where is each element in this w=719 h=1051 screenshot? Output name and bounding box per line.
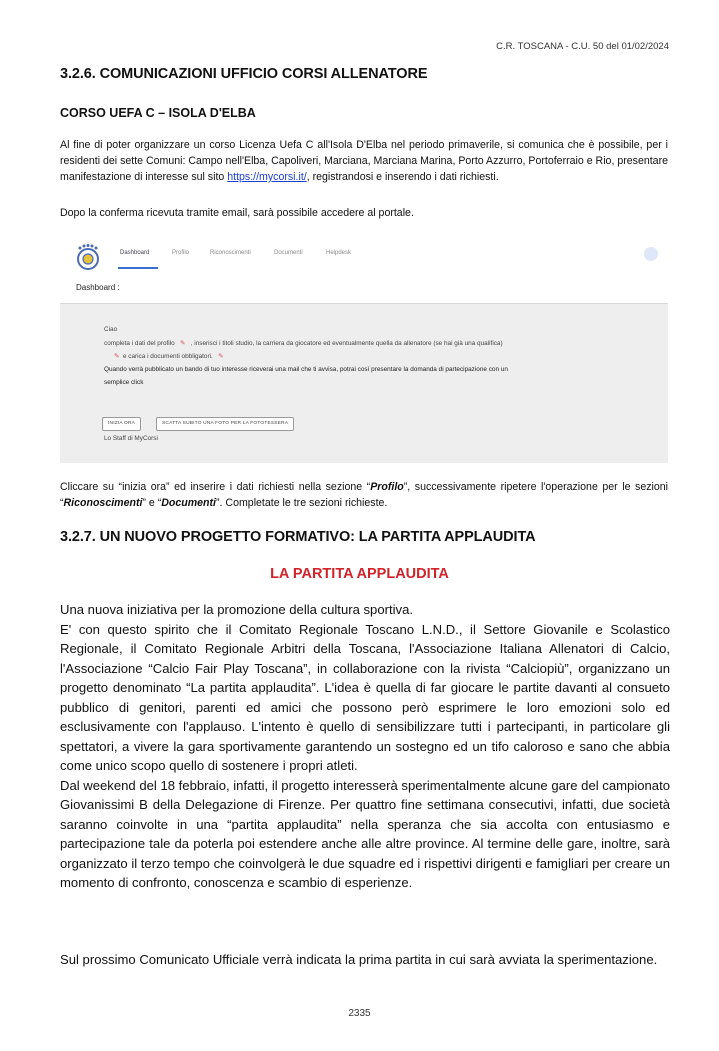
profile-instruction: completa i dati del profilo ✎ , inserisci i titoli studio, la carriera da giocatore ed eventualmente quella da allenatore (se hai già una qualifica) <box>104 340 503 347</box>
course-subtitle: CORSO UEFA C – ISOLA D'ELBA <box>60 106 256 120</box>
staff-signature: Lo Staff di MyCorsi <box>104 435 158 442</box>
course-paragraph: Al fine di poter organizzare un corso Licenza Uefa C all'Isola D'Elba nel periodo primaverile, si comunica che è possibile, per i residenti dei sette Comuni: Campo nell'Elba, Capoliveri, Marciana, Marciana Marina, Porto Azzurro, Portoferraio e Rio, presentare manifestazione di interesse sul sito https://mycorsi.it/, registrandosi e inserendo i dati richiesti. <box>60 139 668 183</box>
greeting-text: Ciao <box>104 326 118 333</box>
nav-riconoscimenti: Riconoscimenti <box>210 250 251 256</box>
riconoscimenti-emphasis: Riconoscimenti <box>63 497 143 509</box>
dashboard-bar <box>60 275 668 304</box>
portal-screenshot <box>60 235 668 463</box>
welcome-card <box>86 311 662 453</box>
pencil-icon: ✎ <box>218 353 224 360</box>
profilo-emphasis: Profilo <box>370 481 404 493</box>
mycorsi-logo-icon <box>74 243 102 271</box>
running-header: C.R. TOSCANA - C.U. 50 del 01/02/2024 <box>496 41 669 52</box>
section-title-3-2-7: 3.2.7. UN NUOVO PROGETTO FORMATIVO: LA PARTITA APPLAUDITA <box>60 529 536 545</box>
documents-instruction: ✎ e carica i documenti obbligatori. ✎ <box>114 353 224 360</box>
project-closing: Sul prossimo Comunicato Ufficiale verrà indicata la prima partita in cui sarà avviata la sperimentazione. <box>60 952 658 967</box>
mycorsi-link[interactable]: https://mycorsi.it/ <box>227 171 307 183</box>
nav-documenti: Documenti <box>274 250 303 256</box>
start-now-button: INIZIA ORA <box>102 417 141 431</box>
portal-navbar <box>60 235 668 275</box>
notice-text-line2: semplice click <box>104 379 144 386</box>
nav-helpdesk: Helpdesk <box>326 250 352 256</box>
page-number: 2335 <box>348 1008 371 1019</box>
portal-access-paragraph: Dopo la conferma ricevuta tramite email, sarà possibile accedere al portale. <box>60 207 414 219</box>
section-title-3-2-6: 3.2.6. COMUNICAZIONI UFFICIO CORSI ALLENATORE <box>60 66 428 82</box>
nav-active-indicator <box>118 267 158 269</box>
pencil-icon: ✎ <box>180 340 186 347</box>
take-photo-button: SCATTA SUBITO UNA FOTO PER LA FOTOTESSERA <box>156 417 294 431</box>
documenti-emphasis: Documenti <box>161 497 217 509</box>
notice-text-line1: Quando verrà pubblicato un bando di tuo interesse riceverai una mail che ti avvisa, potrai così presentare la domanda di partecipazione con un <box>104 366 508 373</box>
project-title: LA PARTITA APPLAUDITA <box>270 566 449 582</box>
nav-profilo: Profilo <box>172 250 190 256</box>
instructions-paragraph: Cliccare su “inizia ora” ed inserire i dati richiesti nella sezione “Profilo”, successivamente ripetere l'operazione per le sezioni “Riconoscimenti” e “Documenti”. Completate le tre sezioni richieste. <box>60 481 668 509</box>
pencil-icon: ✎ <box>114 353 120 360</box>
project-body: Una nuova iniziativa per la promozione della cultura sportiva. E' con questo spirito che il Comitato Regionale Toscano L.N.D., il Settore Giovanile e Scolastico Regionale, il Comitato Regionale Arbitri della Toscana, l'Associazione Italiana Allenatori di Calcio, l'Associazione “Calcio Fair Play Toscana”, in collaborazione con la rivista “Calciopiù”, organizzano un progetto denominato “La partita applaudita”. L'idea è quella di far giocare le partite davanti al consueto pubblico di genitori, parenti ed amici che possono però esprimere le loro emozioni solo ed esclusivamente con l'applauso. L'intento è quello di sensibilizzare tutti i partecipanti, in particolare gli spettatori, a vivere la gara sportivamente garantendo un sostegno ed un tifo caloroso e sano che abbia come unico scopo quello di sostenere i propri atleti. Dal weekend del 18 febbraio, infatti, il progetto interesserà sperimentalmente alcune gare del campionato Giovanissimi B della Delegazione di Firenze. Per quattro fine settimana consecutivi, infatti, due società saranno coinvolte in una “partita applaudita” nella speranza che sia accolta con entusiasmo e partecipazione tale da poterla poi estendere anche alle altre province. Al termine delle gare, inoltre, sarà organizzato il terzo tempo che coinvolgerà le due squadre ed i rispettivi dirigenti e famigliari per creare un momento di confronto, conoscenza e scambio di esperienze. <box>60 602 670 890</box>
dashboard-label: Dashboard : <box>76 283 120 292</box>
user-avatar <box>644 247 658 261</box>
nav-dashboard: Dashboard <box>120 250 150 256</box>
